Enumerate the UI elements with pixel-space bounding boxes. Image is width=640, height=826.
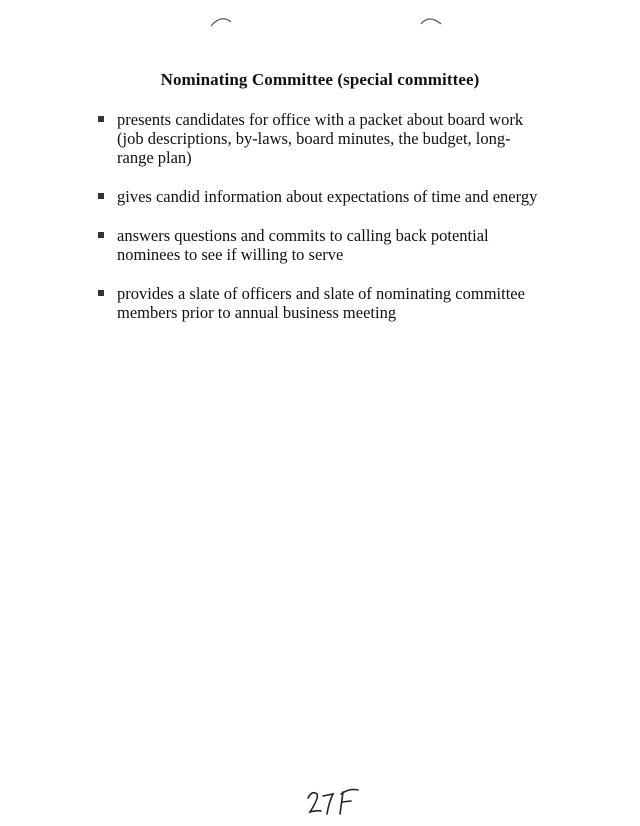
list-item <box>96 187 546 206</box>
square-bullet-icon <box>98 290 104 296</box>
list-item <box>96 110 546 167</box>
list-item <box>96 284 546 322</box>
bullet-list <box>96 110 546 322</box>
handwritten-page-number <box>302 784 372 820</box>
list-item <box>96 226 546 264</box>
list-item-text: answers questions and commits to calling back potential nominees to see if willing to serve <box>117 226 489 264</box>
square-bullet-icon <box>98 232 104 238</box>
handwritten-page-number-drawing <box>302 784 372 820</box>
list-item-text: provides a slate of officers and slate of nominating committee members prior to annual business meeting <box>117 284 525 322</box>
square-bullet-icon <box>98 193 104 199</box>
punch-hole-mark-left-icon <box>210 14 232 28</box>
list-item-text: presents candidates for office with a packet about board work (job descriptions, by-laws, board minutes, the budget, long-range plan) <box>117 110 524 167</box>
page-title: Nominating Committee (special committee) <box>160 70 480 89</box>
square-bullet-icon <box>98 116 104 122</box>
punch-hole-mark-right-icon <box>420 14 442 28</box>
list-item-text: gives candid information about expectations of time and energy <box>117 187 538 206</box>
